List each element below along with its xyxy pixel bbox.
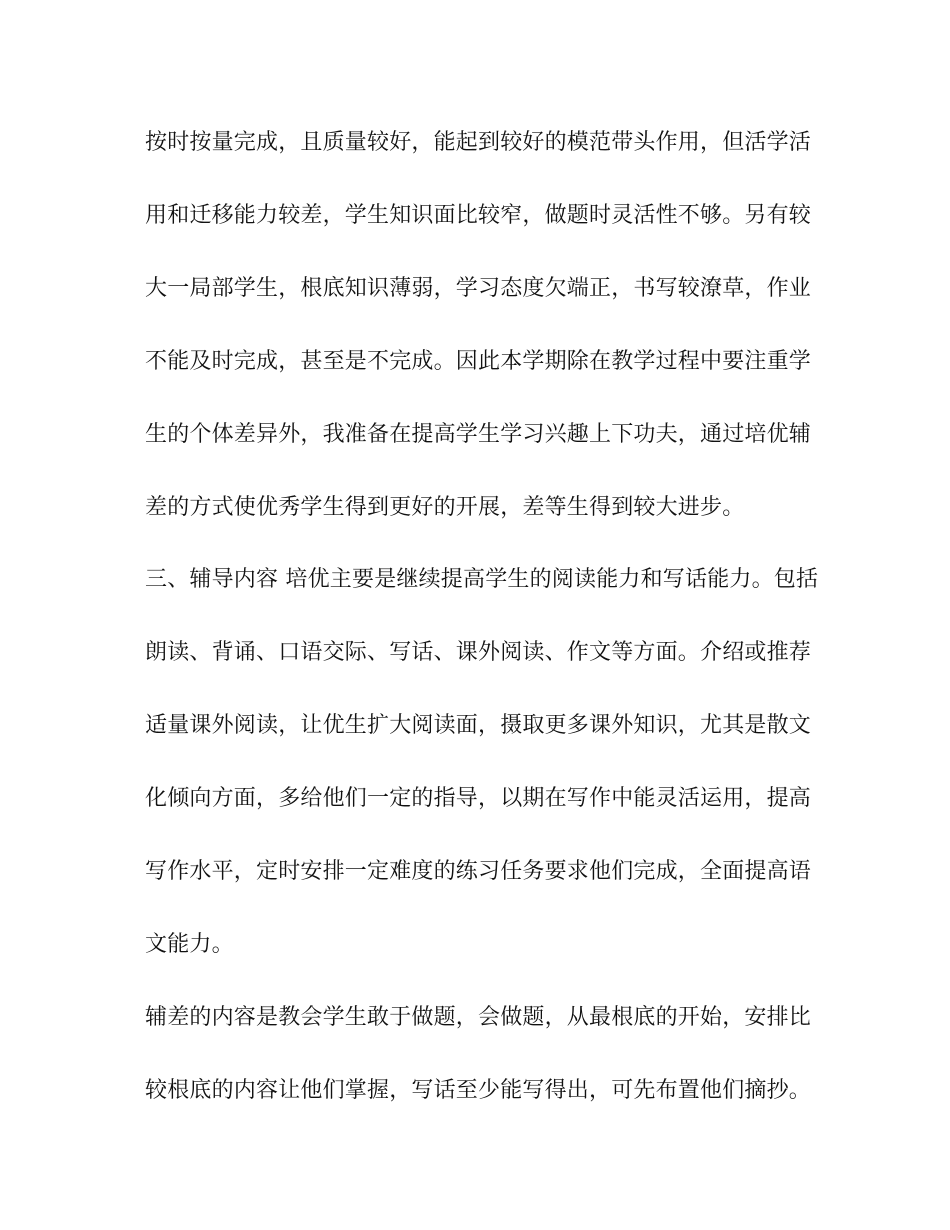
text-line-11: 写作水平，定时安排一定难度的练习任务要求他们完成，全面提高语 — [145, 859, 812, 884]
text-line-14: 较根底的内容让他们掌握，写话至少能写得出，可先布置他们摘抄。 — [145, 1078, 812, 1103]
text-line-7: 三、辅导内容 培优主要是继续提高学生的阅读能力和写话能力。包括 — [145, 567, 819, 592]
text-line-9: 适量课外阅读，让优生扩大阅读面，摄取更多课外知识，尤其是散文 — [145, 713, 812, 738]
text-line-10: 化倾向方面，多给他们一定的指导，以期在写作中能灵活运用，提高 — [145, 786, 812, 811]
text-line-1: 按时按量完成，且质量较好，能起到较好的模范带头作用，但活学活 — [145, 130, 812, 155]
text-line-4: 不能及时完成，甚至是不完成。因此本学期除在教学过程中要注重学 — [145, 349, 812, 374]
text-line-6: 差的方式使优秀学生得到更好的开展，差等生得到较大进步。 — [145, 495, 745, 520]
text-line-8: 朗读、背诵、口语交际、写话、课外阅读、作文等方面。介绍或推荐 — [145, 640, 812, 665]
text-line-12: 文能力。 — [145, 932, 234, 957]
text-line-13: 辅差的内容是教会学生敢于做题，会做题，从最根底的开始，安排比 — [145, 1005, 812, 1030]
text-line-5: 生的个体差异外，我准备在提高学生学习兴趣上下功夫，通过培优辅 — [145, 422, 812, 447]
text-line-3: 大一局部学生，根底知识薄弱，学习态度欠端正，书写较潦草，作业 — [145, 276, 812, 301]
text-line-2: 用和迁移能力较差，学生知识面比较窄，做题时灵活性不够。另有较 — [145, 203, 812, 228]
